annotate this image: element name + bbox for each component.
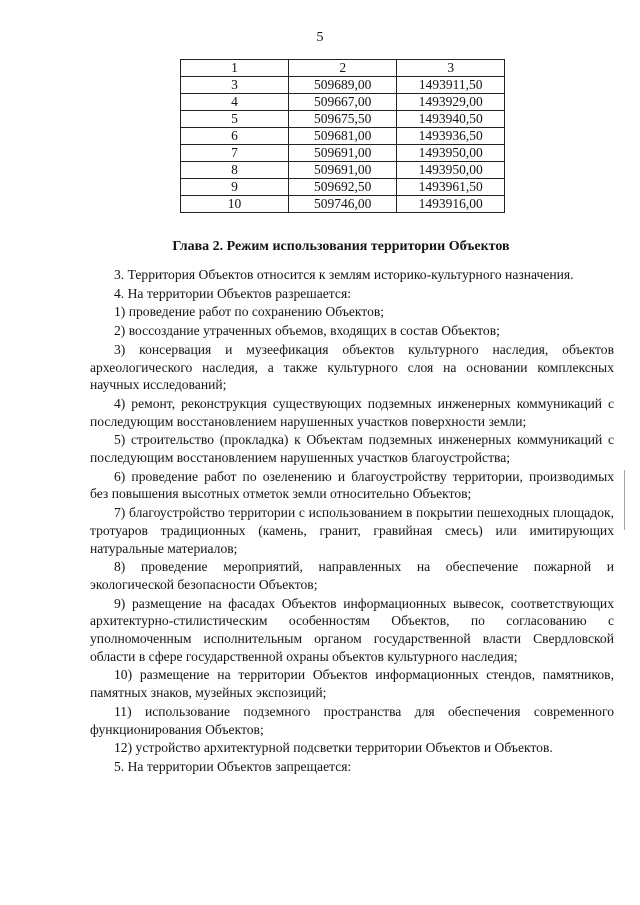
y-coordinate-cell: 1493911,50 xyxy=(397,77,505,94)
y-coordinate-cell: 1493950,00 xyxy=(397,145,505,162)
list-item: 1) проведение работ по сохранению Объектов; xyxy=(114,304,385,320)
y-coordinate-cell: 1493929,00 xyxy=(397,94,505,111)
x-coordinate-cell: 509667,00 xyxy=(288,94,396,111)
point-number-cell: 8 xyxy=(181,162,289,179)
table-header-cell: 3 xyxy=(397,60,505,77)
list-item: 12) устройство архитектурной подсветки территории Объектов и Объектов. xyxy=(114,740,553,756)
scan-binding-mark xyxy=(624,470,625,530)
table-row xyxy=(181,94,505,111)
document-body xyxy=(90,266,614,776)
list-item: 2) воссоздание утраченных объемов, входящих в состав Объектов; xyxy=(114,323,500,339)
table-row xyxy=(181,179,505,196)
list-item: 4) ремонт, реконструкция существующих подземных инженерных коммуникаций с последующим восстановлением нарушенных участков поверхности земли; xyxy=(90,395,614,429)
y-coordinate-cell: 1493916,00 xyxy=(397,196,505,213)
list-item: 8) проведение мероприятий, направленных на обеспечение пожарной и экологической безопасности Объектов; xyxy=(90,559,614,592)
table-row xyxy=(181,128,505,145)
y-coordinate-cell: 1493940,50 xyxy=(397,111,505,128)
table-header-cell: 1 xyxy=(181,60,289,77)
y-coordinate-cell: 1493936,50 xyxy=(397,128,505,145)
point-number-cell: 10 xyxy=(181,196,289,213)
paragraph-permitted-heading: 4. На территории Объектов разрешается: xyxy=(114,285,351,301)
x-coordinate-cell: 509691,00 xyxy=(288,145,396,162)
table-row xyxy=(181,145,505,162)
x-coordinate-cell: 509691,00 xyxy=(288,162,396,179)
list-item: 11) использование подземного пространства для обеспечения современного функционирования Объектов; xyxy=(90,703,614,737)
x-coordinate-cell: 509689,00 xyxy=(288,77,396,94)
table-row xyxy=(181,111,505,128)
point-number-cell: 9 xyxy=(181,179,289,196)
page-number: 5 xyxy=(316,30,324,45)
x-coordinate-cell: 509746,00 xyxy=(288,196,396,213)
list-item: 10) размещение на территории Объектов информационных стендов, памятников, памятных знаков, музейных экспозиций; xyxy=(90,667,614,701)
list-item: 7) благоустройство территории с использованием в покрытии пешеходных площадок, тротуаров традиционных (камень, гранит, гравийная смесь) или имитирующих натуральные материалов; xyxy=(90,505,614,556)
table-header-cell: 2 xyxy=(288,60,396,77)
point-number-cell: 5 xyxy=(181,111,289,128)
paragraph-prohibited-heading: 5. На территории Объектов запрещается: xyxy=(114,758,352,774)
y-coordinate-cell: 1493950,00 xyxy=(397,162,505,179)
point-number-cell: 7 xyxy=(181,145,289,162)
point-number-cell: 4 xyxy=(181,94,289,111)
chapter-title: Глава 2. Режим использования территории Объектов xyxy=(172,239,510,254)
table-row xyxy=(181,162,505,179)
point-number-cell: 3 xyxy=(181,77,289,94)
table-row xyxy=(181,77,505,94)
x-coordinate-cell: 509681,00 xyxy=(288,128,396,145)
y-coordinate-cell: 1493961,50 xyxy=(397,179,505,196)
x-coordinate-cell: 509675,50 xyxy=(288,111,396,128)
list-item: 6) проведение работ по озеленению и благоустройству территории, производимых без повышения высотных отметок земли относительно Объектов; xyxy=(90,468,614,502)
paragraph-territory-status: 3. Территория Объектов относится к землям историко-культурного назначения. xyxy=(114,267,574,282)
point-number-cell: 6 xyxy=(181,128,289,145)
x-coordinate-cell: 509692,50 xyxy=(288,179,396,196)
list-item: 5) строительство (прокладка) к Объектам подземных инженерных коммуникаций с последующим восстановлением нарушенных участков благоустройства; xyxy=(90,432,614,466)
list-item: 9) размещение на фасадах Объектов информационных вывесок, соответствующих архитектурно-стилистическим особенностям Объектов, по согласованию с уполномоченным исполнительным органом государственной власти Свердловской области в сфере государственной охраны объектов культурного наследия; xyxy=(90,595,614,664)
coordinates-table xyxy=(180,59,505,213)
list-item: 3) консервация и музеефикация объектов культурного наследия, объектов археологического наследия, а также культурного слоя на основании комплексных научных исследований; xyxy=(90,341,614,393)
table-header-row xyxy=(181,60,505,77)
table-row xyxy=(181,196,505,213)
